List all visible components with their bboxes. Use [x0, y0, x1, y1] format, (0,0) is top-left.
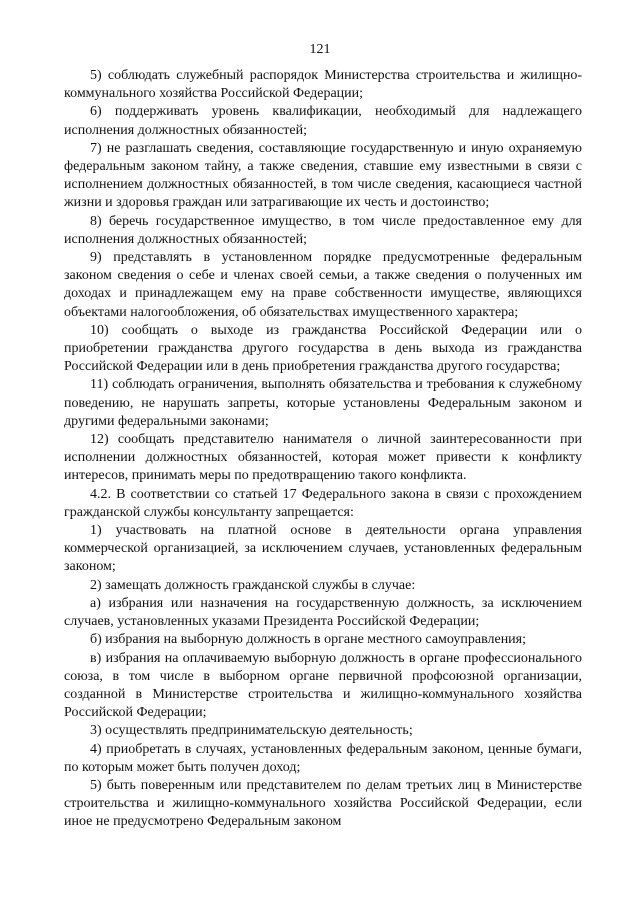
paragraph: а) избрания или назначения на государственную должность, за исключением случаев, установленных указами Президента Российской Федерации; — [64, 595, 582, 630]
paragraph: 4.2. В соответствии со статьей 17 Федерального закона в связи с прохождением гражданской службы консультанту запрещается: — [64, 486, 582, 520]
page-number: 121 — [309, 42, 331, 57]
paragraph: 2) замещать должность гражданской службы в случае: — [90, 577, 416, 593]
paragraph: 5) быть поверенным или представителем по делам третьих лиц в Министерстве строительства и жилищно-коммунального хозяйства Российской Федерации, если иное не предусмотрено Федеральным законом — [64, 777, 582, 830]
paragraph: 7) не разглашать сведения, составляющие государственную и иную охраняемую федеральным законом тайну, а также сведения, ставшие ему известными в связи с исполнением должностных обязанностей, в том числе сведения, касающиеся частной жизни и здоровья граждан или затрагивающие их честь и достоинство; — [64, 140, 582, 211]
document-body — [64, 67, 582, 832]
paragraph: 5) соблюдать служебный распорядок Министерства строительства и жилищно-коммунального хозяйства Российской Федерации; — [64, 68, 582, 102]
paragraph: 8) беречь государственное имущество, в том числе предоставленное ему для исполнения должностных обязанностей; — [64, 213, 582, 247]
paragraph: 11) соблюдать ограничения, выполнять обязательства и требования к служебному поведению, не нарушать запреты, которые установлены Федеральным законом и другими федеральными законами; — [64, 377, 582, 429]
paragraph: 10) сообщать о выходе из гражданства Российской Федерации или о приобретении гражданства другого государства в день выхода из гражданства Российской Федерации или в день приобретения гражданства другого государства; — [64, 322, 582, 375]
paragraph: 4) приобретать в случаях, установленных федеральным законом, ценные бумаги, по которым может быть получен доход; — [64, 741, 582, 775]
paragraph: б) избрания на выборную должность в органе местного самоуправления; — [90, 632, 527, 648]
paragraph: 6) поддерживать уровень квалификации, необходимый для надлежащего исполнения должностных обязанностей; — [64, 104, 582, 138]
paragraph: в) избрания на оплачиваемую выборную должность в органе профессионального союза, в том числе в выборном органе первичной профсоюзной организации, созданной в Министерстве строительства и жилищно-коммунального хозяйства Российской Федерации; — [64, 650, 582, 721]
paragraph: 3) осуществлять предпринимательскую деятельность; — [90, 723, 413, 739]
paragraph: 9) представлять в установленном порядке предусмотренные федеральным законом сведения о себе и членах своей семьи, а также сведения о полученных им доходах и принадлежащем ему на праве собственности имуществе, являющихся объектами налогообложения, об обязательствах имущественного характера; — [64, 250, 582, 320]
paragraph: 12) сообщать представителю нанимателя о личной заинтересованности при исполнении должностных обязанностей, которая может привести к конфликту интересов, принимать меры по предотвращению такого конфликта. — [64, 432, 582, 484]
paragraph: 1) участвовать на платной основе в деятельности органа управления коммерческой организацией, за исключением случаев, установленных федеральным законом; — [64, 523, 582, 575]
